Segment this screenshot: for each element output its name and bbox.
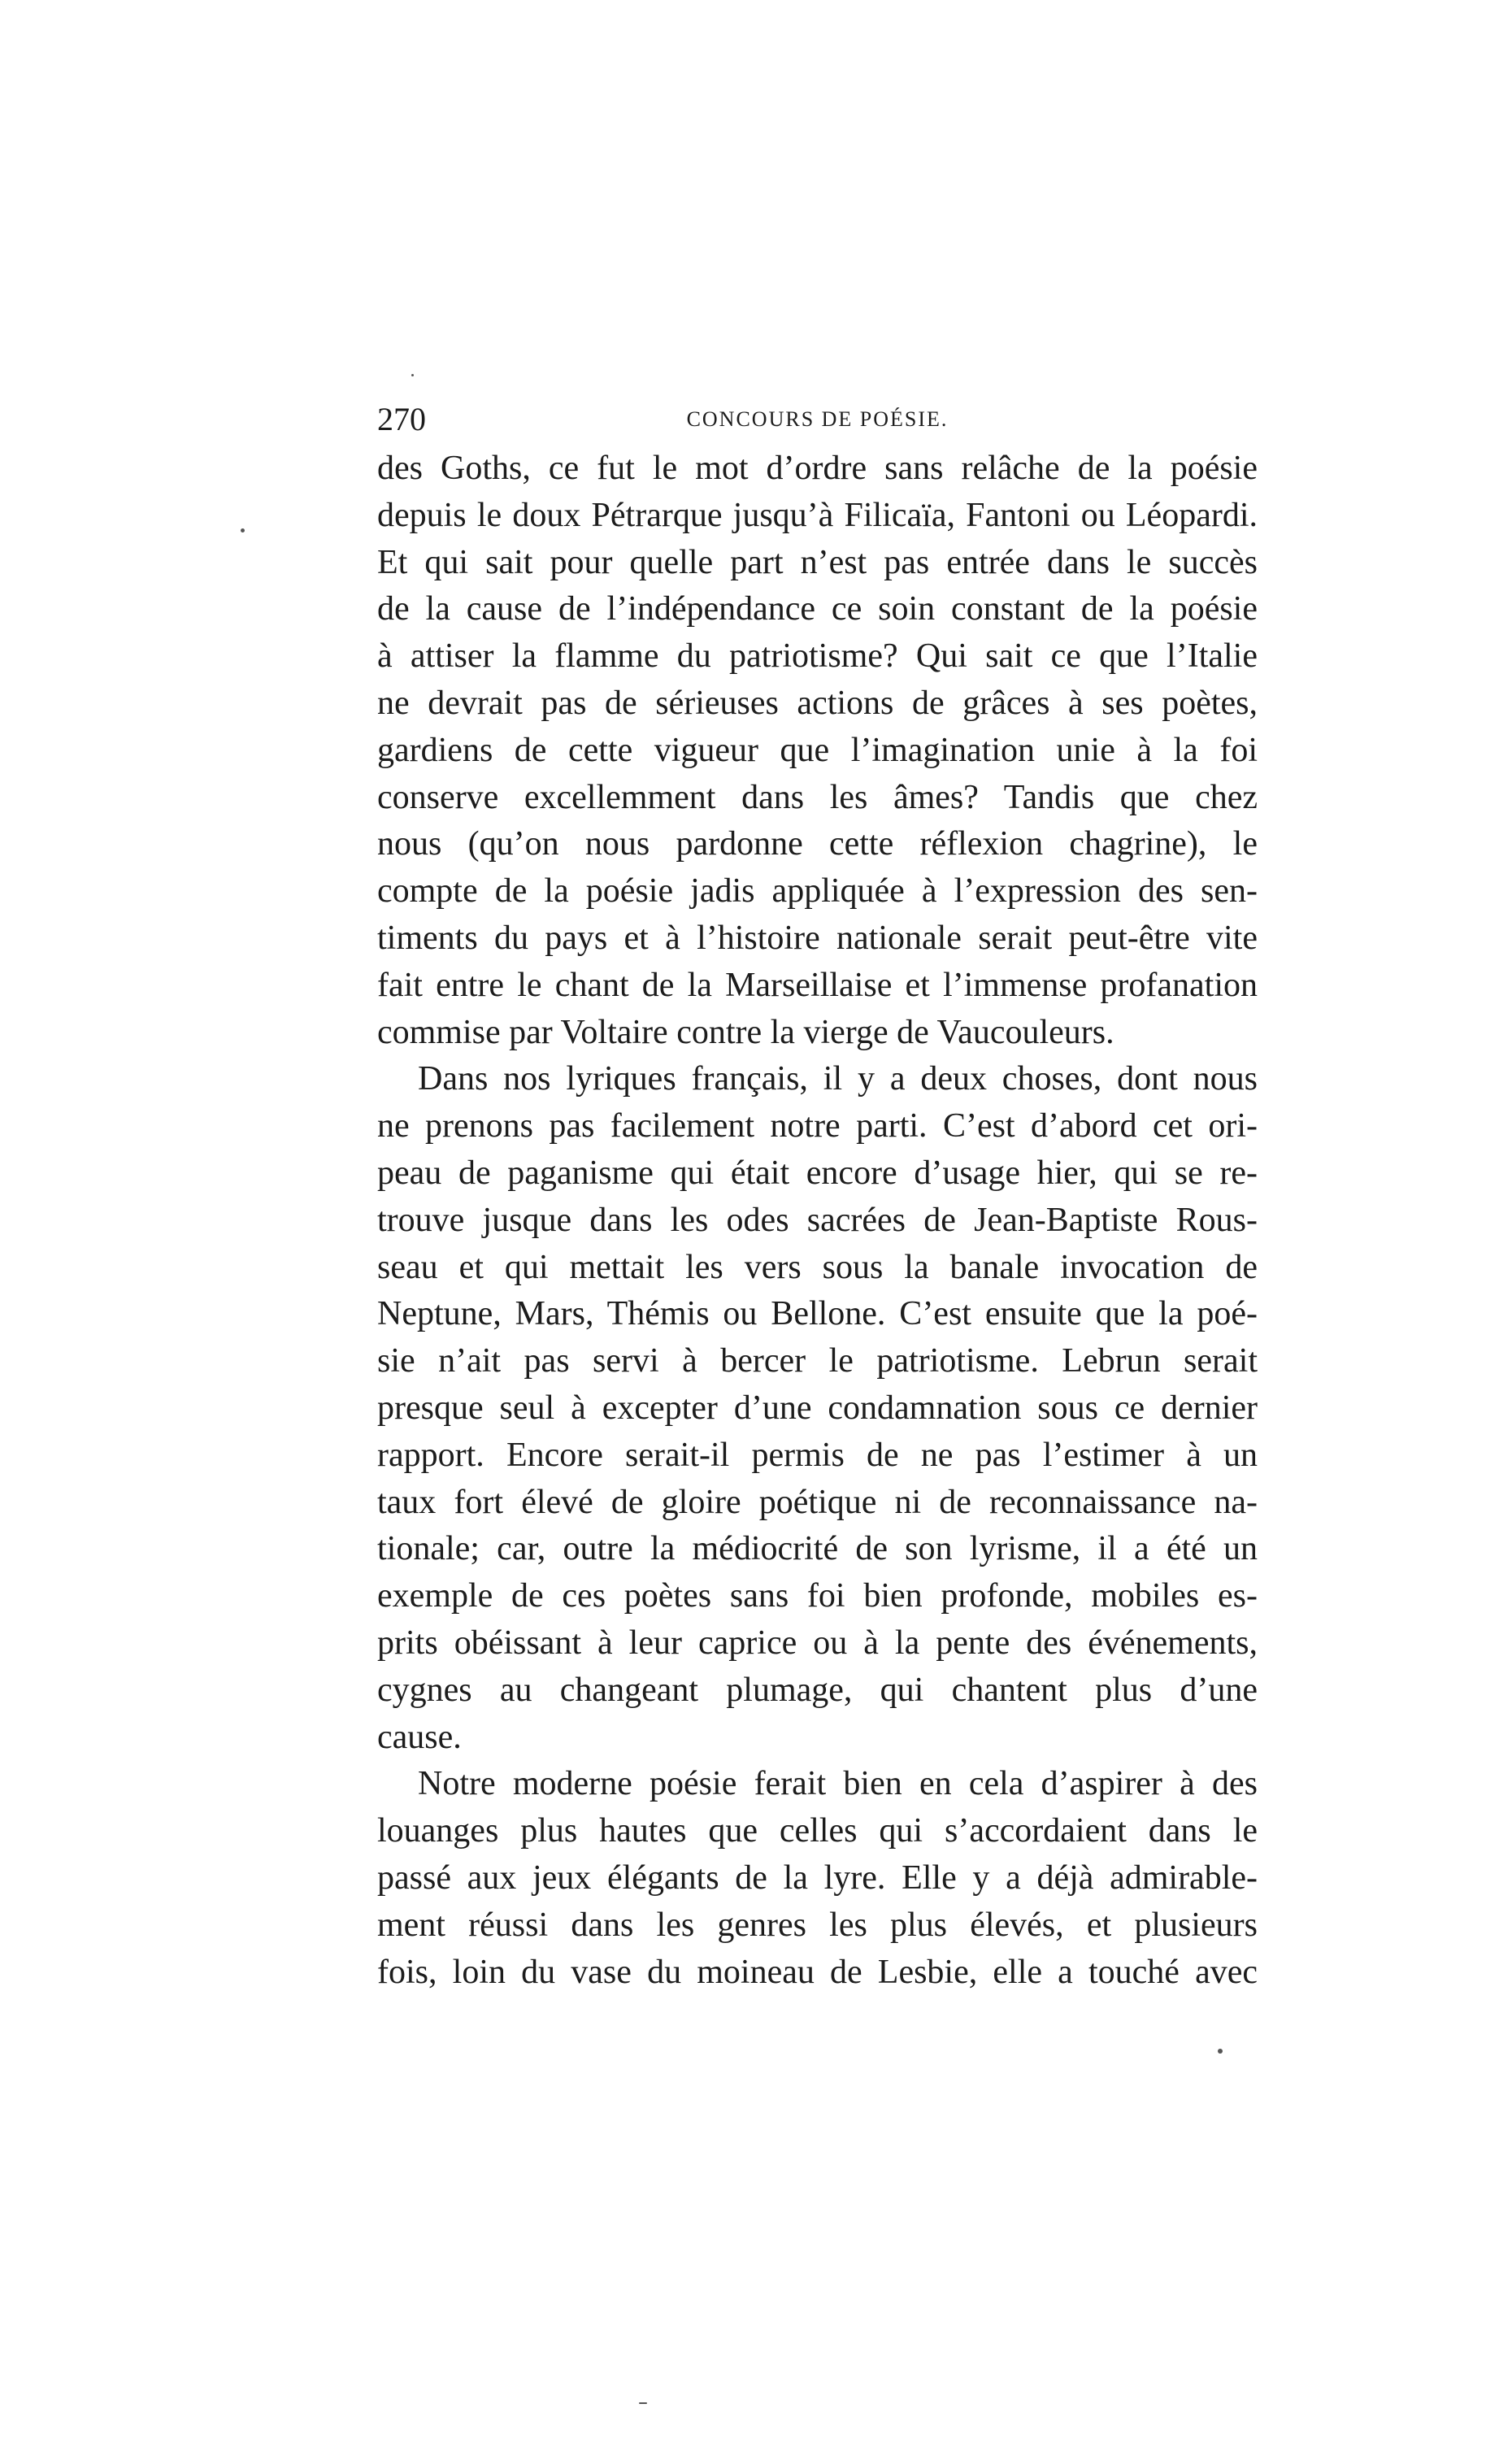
text-line: fait entre le chant de la Marseillaise et l’immense profanation (377, 966, 1258, 1004)
text-line: cygnes au changeant plumage, qui chantent plus d’une (377, 1671, 1258, 1709)
print-speck (1218, 2049, 1223, 2054)
text-line: compte de la poésie jadis appliquée à l’expression des sen- (377, 872, 1258, 911)
running-title: CONCOURS DE POÉSIE. (686, 407, 949, 431)
text-line: nous (qu’on nous pardonne cette réflexion chagrine), le (377, 825, 1258, 863)
text-line: taux fort élevé de gloire poétique ni de reconnaissance na- (377, 1483, 1258, 1521)
text-line: Notre moderne poésie ferait bien en cela d’aspirer à des (418, 1765, 1258, 1803)
text-line: passé aux jeux élégants de la lyre. Elle y a déjà admirable- (377, 1858, 1258, 1897)
paragraph-2 (377, 1056, 1258, 1761)
body-text (377, 446, 1258, 1996)
text-line: timents du pays et à l’histoire nationale serait peut-être vite (377, 919, 1258, 957)
text-line: presque seul à excepter d’une condamnation sous ce dernier (377, 1389, 1258, 1427)
text-line: tionale; car, outre la médiocrité de son lyrisme, il a été un (377, 1530, 1258, 1568)
text-line: seau et qui mettait les vers sous la banale invocation de (377, 1248, 1258, 1286)
text-line: des Goths, ce fut le mot d’ordre sans relâche de la poésie (377, 450, 1258, 487)
page-number: 270 (377, 401, 426, 437)
text-line: prits obéissant à leur caprice ou à la pente des événements, (377, 1624, 1258, 1662)
text-line: ment réussi dans les genres les plus élevés, et plusieurs (377, 1906, 1258, 1944)
text-line: ne devrait pas de sérieuses actions de grâces à ses poètes, (377, 684, 1258, 722)
text-line: Et qui sait pour quelle part n’est pas entrée dans le succès (377, 543, 1258, 581)
print-speck (241, 528, 245, 533)
text-line: exemple de ces poètes sans foi bien profonde, mobiles es- (377, 1577, 1258, 1615)
text-line: Neptune, Mars, Thémis ou Bellone. C’est ensuite que la poé- (377, 1295, 1258, 1333)
text-line: louanges plus hautes que celles qui s’accordaient dans le (377, 1812, 1258, 1850)
text-line: Dans nos lyriques français, il y a deux choses, dont nous (418, 1060, 1258, 1098)
text-line: peau de paganisme qui était encore d’usage hier, qui se re- (377, 1154, 1258, 1192)
paragraph-1 (377, 446, 1258, 1056)
running-head (377, 395, 1258, 444)
text-line: trouve jusque dans les odes sacrées de Jean-Baptiste Rous- (377, 1201, 1258, 1239)
text-line: sie n’ait pas servi à bercer le patriotisme. Lebrun serait (377, 1342, 1258, 1380)
paragraph-3 (377, 1761, 1258, 1996)
text-line: depuis le doux Pétrarque jusqu’à Filicaïa, Fantoni ou Léopardi. (377, 496, 1258, 534)
text-line: conserve excellemment dans les âmes? Tandis que chez (377, 778, 1258, 816)
text-line: de la cause de l’indépendance ce soin constant de la poésie (377, 590, 1258, 628)
text-line: ne prenons pas facilement notre parti. C’est d’abord cet ori- (377, 1107, 1258, 1145)
text-line: gardiens de cette vigueur que l’imagination unie à la foi (377, 731, 1258, 769)
print-speck (411, 374, 414, 376)
text-line: commise par Voltaire contre la vierge de Vaucouleurs. (377, 1013, 1114, 1051)
print-speck (639, 2402, 647, 2404)
text-line: fois, loin du vase du moineau de Lesbie, elle a touché avec (377, 1953, 1258, 1991)
text-line: cause. (377, 1718, 462, 1756)
text-line: rapport. Encore serait-il permis de ne pas l’estimer à un (377, 1436, 1258, 1474)
text-line: à attiser la flamme du patriotisme? Qui sait ce que l’Italie (377, 637, 1258, 676)
